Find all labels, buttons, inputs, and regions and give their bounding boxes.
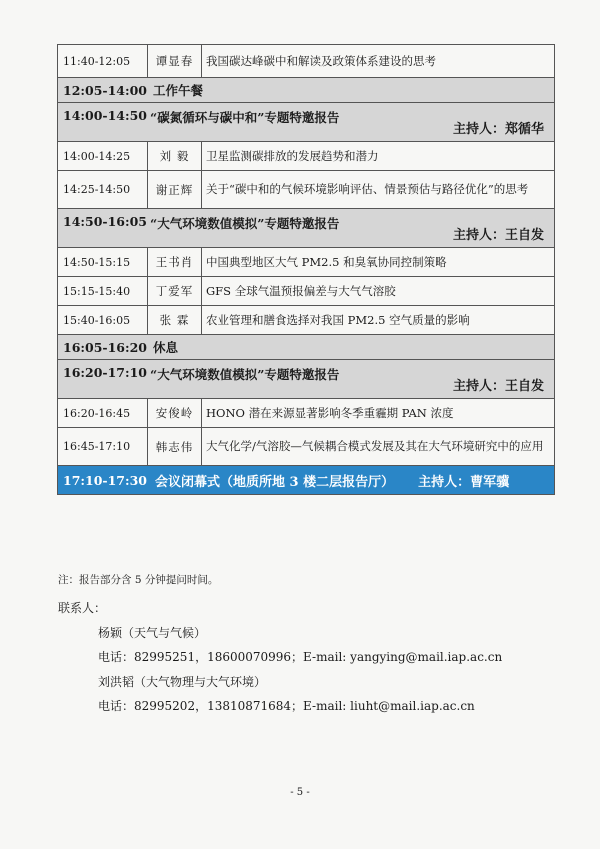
talk-topic: 卫星监测碳排放的发展趋势和潜力	[202, 142, 555, 171]
session-host: 主持人：郑循华	[452, 122, 544, 137]
talk-time: 16:45-17:10	[58, 428, 148, 466]
session-time: 16:20-17:10	[63, 365, 147, 380]
break-time: 12:05-14:00	[63, 82, 147, 98]
contact-label: 联系人：	[58, 601, 107, 615]
session-header-row	[58, 360, 555, 399]
talk-topic: 中国典型地区大气 PM2.5 和臭氧协同控制策略	[202, 248, 555, 277]
speaker-name: 王书肖	[148, 248, 202, 277]
talk-topic: 农业管理和膳食选择对我国 PM2.5 空气质量的影响	[202, 306, 555, 335]
talk-topic: GFS 全球气温预报偏差与大气气溶胶	[202, 277, 555, 306]
speaker-name: 谭显春	[148, 45, 202, 78]
footnote: 注：报告部分含 5 分钟提问时间。	[58, 574, 219, 586]
talk-row	[58, 171, 555, 209]
speaker-name: 丁爱军	[148, 277, 202, 306]
talk-topic: 大气化学/气溶胶—气候耦合模式发展及其在大气环境研究中的应用	[202, 428, 555, 466]
contact-2-phone-email: 电话：82995202，13810871684；E-mail: liuht@mail.iap.ac.cn	[98, 699, 475, 713]
closing-title: 会议闭幕式（地质所地 3 楼二层报告厅）	[155, 474, 395, 490]
session-time: 14:00-14:50	[63, 108, 147, 123]
contact-1-name: 杨颖（天气与气候）	[98, 626, 207, 640]
talk-row	[58, 306, 555, 335]
speaker-name: 张 霖	[148, 306, 202, 335]
talk-topic: 关于“碳中和的气候环境影响评估、情景预估与路径优化”的思考	[202, 171, 555, 209]
speaker-name: 刘 毅	[148, 142, 202, 171]
closing-host: 主持人：曹军骥	[418, 474, 510, 490]
talk-row	[58, 399, 555, 428]
talk-time: 11:40-12:05	[58, 45, 148, 78]
talk-time: 15:40-16:05	[58, 306, 148, 335]
talk-row	[58, 277, 555, 306]
contact-2-name: 刘洪韬（大气物理与大气环境）	[98, 675, 267, 689]
speaker-name: 谢正辉	[148, 171, 202, 209]
talk-row	[58, 428, 555, 466]
talk-row	[58, 45, 555, 78]
talk-time: 14:00-14:25	[58, 142, 148, 171]
talk-topic: HONO 潜在来源显著影响冬季重霾期 PAN 浓度	[202, 399, 555, 428]
contact-1-phone-email: 电话：82995251，18600070996；E-mail: yangying@mail.iap.ac.cn	[98, 650, 503, 664]
talk-row	[58, 248, 555, 277]
break-row	[58, 78, 555, 103]
closing-row	[58, 466, 555, 495]
session-header-row	[58, 209, 555, 248]
talk-time: 15:15-15:40	[58, 277, 148, 306]
schedule-table	[57, 44, 555, 495]
talk-row	[58, 142, 555, 171]
break-row	[58, 335, 555, 360]
session-time: 14:50-16:05	[63, 214, 147, 229]
talk-topic: 我国碳达峰碳中和解读及政策体系建设的思考	[202, 45, 555, 78]
break-title: 工作午餐	[153, 83, 204, 98]
talk-time: 16:20-16:45	[58, 399, 148, 428]
talk-time: 14:50-15:15	[58, 248, 148, 277]
session-host: 主持人：王自发	[452, 228, 544, 243]
session-header-row	[58, 103, 555, 142]
session-title: “碳氮循环与碳中和”专题特邀报告	[150, 110, 340, 125]
session-title: “大气环境数值模拟”专题特邀报告	[150, 367, 340, 382]
page-number: - 5 -	[290, 787, 310, 798]
speaker-name: 韩志伟	[148, 428, 202, 466]
talk-time: 14:25-14:50	[58, 171, 148, 209]
closing-time: 17:10-17:30	[63, 472, 147, 488]
speaker-name: 安俊岭	[148, 399, 202, 428]
session-host: 主持人：王自发	[452, 379, 544, 394]
session-title: “大气环境数值模拟”专题特邀报告	[150, 216, 340, 231]
break-time: 16:05-16:20	[63, 339, 147, 355]
break-title: 休息	[153, 340, 179, 355]
